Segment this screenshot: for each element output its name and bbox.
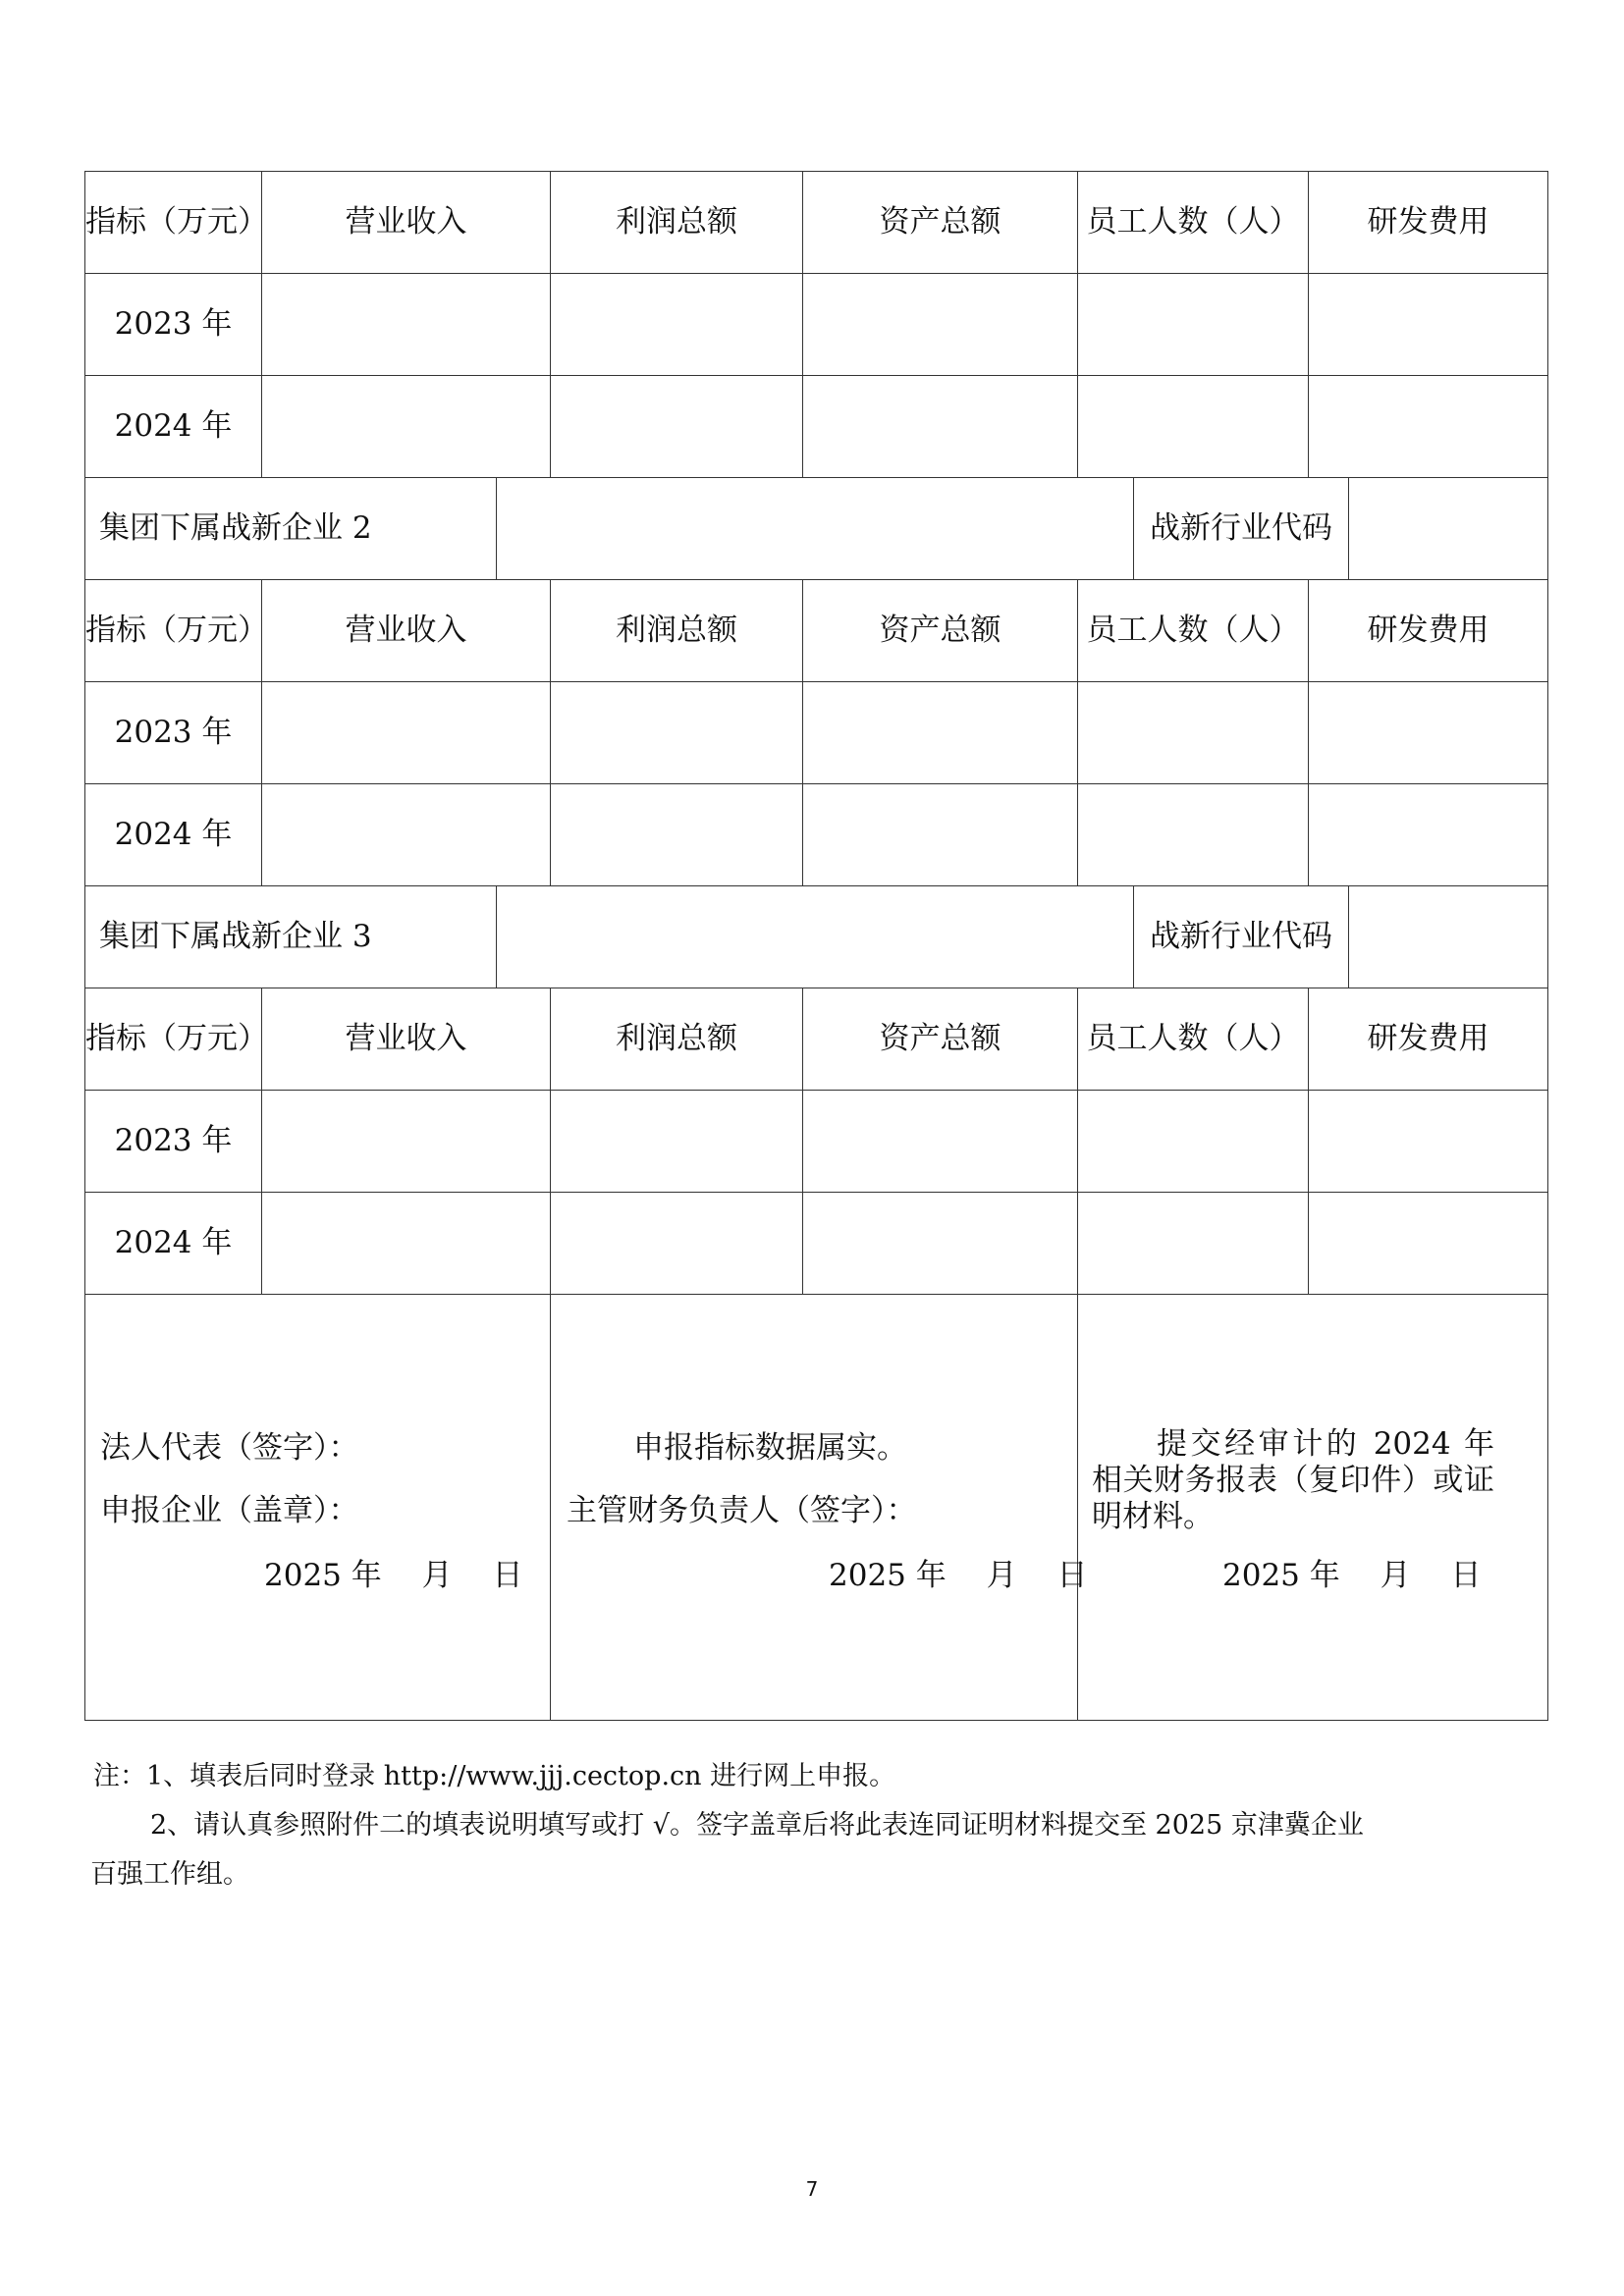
data-row-2024: [85, 784, 1548, 886]
enterprise-label: 集团下属战新企业 3: [85, 886, 497, 988]
report-submission-cell[interactable]: [1078, 1295, 1548, 1721]
input-cell[interactable]: [1309, 1091, 1548, 1193]
header-cell-assets: 资产总额: [803, 580, 1078, 682]
header-cell-indicator: 指标（万元）: [85, 172, 262, 274]
input-cell[interactable]: [262, 1091, 551, 1193]
input-cell[interactable]: [262, 376, 551, 478]
header-cell-indicator: 指标（万元）: [85, 988, 262, 1091]
input-cell[interactable]: [551, 274, 803, 376]
input-cell[interactable]: [551, 1193, 803, 1295]
input-cell[interactable]: [551, 784, 803, 886]
data-row-2023: [85, 274, 1548, 376]
data-row-2023: [85, 1091, 1548, 1193]
industry-code-label: 战新行业代码: [1134, 886, 1349, 988]
data-truth-statement: 申报指标数据属实。: [633, 1430, 907, 1466]
input-cell[interactable]: [1078, 784, 1309, 886]
enterprise-data-form: [84, 171, 1548, 1721]
note-2: 2、请认真参照附件二的填表说明填写或打 √。签字盖章后将此表连同证明材料提交至 2025 京津冀企业: [150, 1810, 1364, 1841]
page-number: 7: [805, 2177, 819, 2201]
header-cell-assets: 资产总额: [803, 172, 1078, 274]
legal-date: 2025 年 月 日: [264, 1558, 523, 1593]
data-row-2023: [85, 682, 1548, 784]
header-row: [85, 172, 1548, 274]
input-cell[interactable]: [551, 376, 803, 478]
enterprise-name-input[interactable]: [497, 478, 1134, 580]
year-cell: 2024 年: [85, 1193, 262, 1295]
industry-code-input[interactable]: [1349, 478, 1548, 580]
input-cell[interactable]: [803, 1193, 1078, 1295]
header-cell-employees: 员工人数（人）: [1078, 580, 1309, 682]
header-cell-profit: 利润总额: [551, 172, 803, 274]
input-cell[interactable]: [262, 1193, 551, 1295]
finance-date: 2025 年 月 日: [829, 1558, 1088, 1593]
header-cell-profit: 利润总额: [551, 988, 803, 1091]
year-cell: 2023 年: [85, 682, 262, 784]
year-cell: 2023 年: [85, 1091, 262, 1193]
header-cell-employees: 员工人数（人）: [1078, 988, 1309, 1091]
input-cell[interactable]: [1309, 1193, 1548, 1295]
finance-head-label: 主管财务负责人（签字）：: [567, 1493, 917, 1528]
company-seal-label: 申报企业（盖章）：: [100, 1493, 359, 1528]
report-submission-text: 提交经审计的 2024 年相关财务报表（复印件）或证明材料。: [1092, 1426, 1494, 1535]
header-cell-revenue: 营业收入: [262, 172, 551, 274]
input-cell[interactable]: [262, 784, 551, 886]
enterprise-row: [85, 478, 1548, 580]
header-cell-rnd: 研发费用: [1309, 580, 1548, 682]
input-cell[interactable]: [1078, 682, 1309, 784]
enterprise-name-input[interactable]: [497, 886, 1134, 988]
input-cell[interactable]: [803, 274, 1078, 376]
legal-rep-label: 法人代表（签字）：: [100, 1430, 359, 1466]
header-row: [85, 580, 1548, 682]
enterprise-label: 集团下属战新企业 2: [85, 478, 497, 580]
legal-signature-cell[interactable]: [85, 1295, 551, 1721]
input-cell[interactable]: [1309, 682, 1548, 784]
header-cell-assets: 资产总额: [803, 988, 1078, 1091]
input-cell[interactable]: [1078, 1091, 1309, 1193]
year-cell: 2024 年: [85, 784, 262, 886]
header-cell-revenue: 营业收入: [262, 988, 551, 1091]
finance-signature-cell[interactable]: [551, 1295, 1088, 1721]
header-row: [85, 988, 1548, 1091]
notes: [90, 1752, 1468, 1899]
input-cell[interactable]: [1078, 376, 1309, 478]
header-cell-revenue: 营业收入: [262, 580, 551, 682]
input-cell[interactable]: [1309, 784, 1548, 886]
input-cell[interactable]: [803, 784, 1078, 886]
enterprise-row: [85, 886, 1548, 988]
header-cell-rnd: 研发费用: [1309, 988, 1548, 1091]
year-cell: 2023 年: [85, 274, 262, 376]
input-cell[interactable]: [1078, 1193, 1309, 1295]
input-cell[interactable]: [551, 1091, 803, 1193]
signature-row: [85, 1295, 1548, 1721]
header-cell-indicator: 指标（万元）: [85, 580, 262, 682]
input-cell[interactable]: [1309, 274, 1548, 376]
input-cell[interactable]: [1309, 376, 1548, 478]
input-cell[interactable]: [1078, 274, 1309, 376]
input-cell[interactable]: [803, 1091, 1078, 1193]
data-row-2024: [85, 1193, 1548, 1295]
note-1: 注：1、填表后同时登录 http://www.jjj.cectop.cn 进行网上申报。: [93, 1761, 896, 1791]
industry-code-input[interactable]: [1349, 886, 1548, 988]
year-cell: 2024 年: [85, 376, 262, 478]
input-cell[interactable]: [262, 274, 551, 376]
header-cell-rnd: 研发费用: [1309, 172, 1548, 274]
input-cell[interactable]: [803, 682, 1078, 784]
report-date: 2025 年 月 日: [1222, 1558, 1482, 1593]
input-cell[interactable]: [803, 376, 1078, 478]
note-2-continuation: 百强工作组。: [90, 1859, 249, 1890]
industry-code-label: 战新行业代码: [1134, 478, 1349, 580]
header-cell-profit: 利润总额: [551, 580, 803, 682]
input-cell[interactable]: [551, 682, 803, 784]
data-row-2024: [85, 376, 1548, 478]
input-cell[interactable]: [262, 682, 551, 784]
header-cell-employees: 员工人数（人）: [1078, 172, 1309, 274]
